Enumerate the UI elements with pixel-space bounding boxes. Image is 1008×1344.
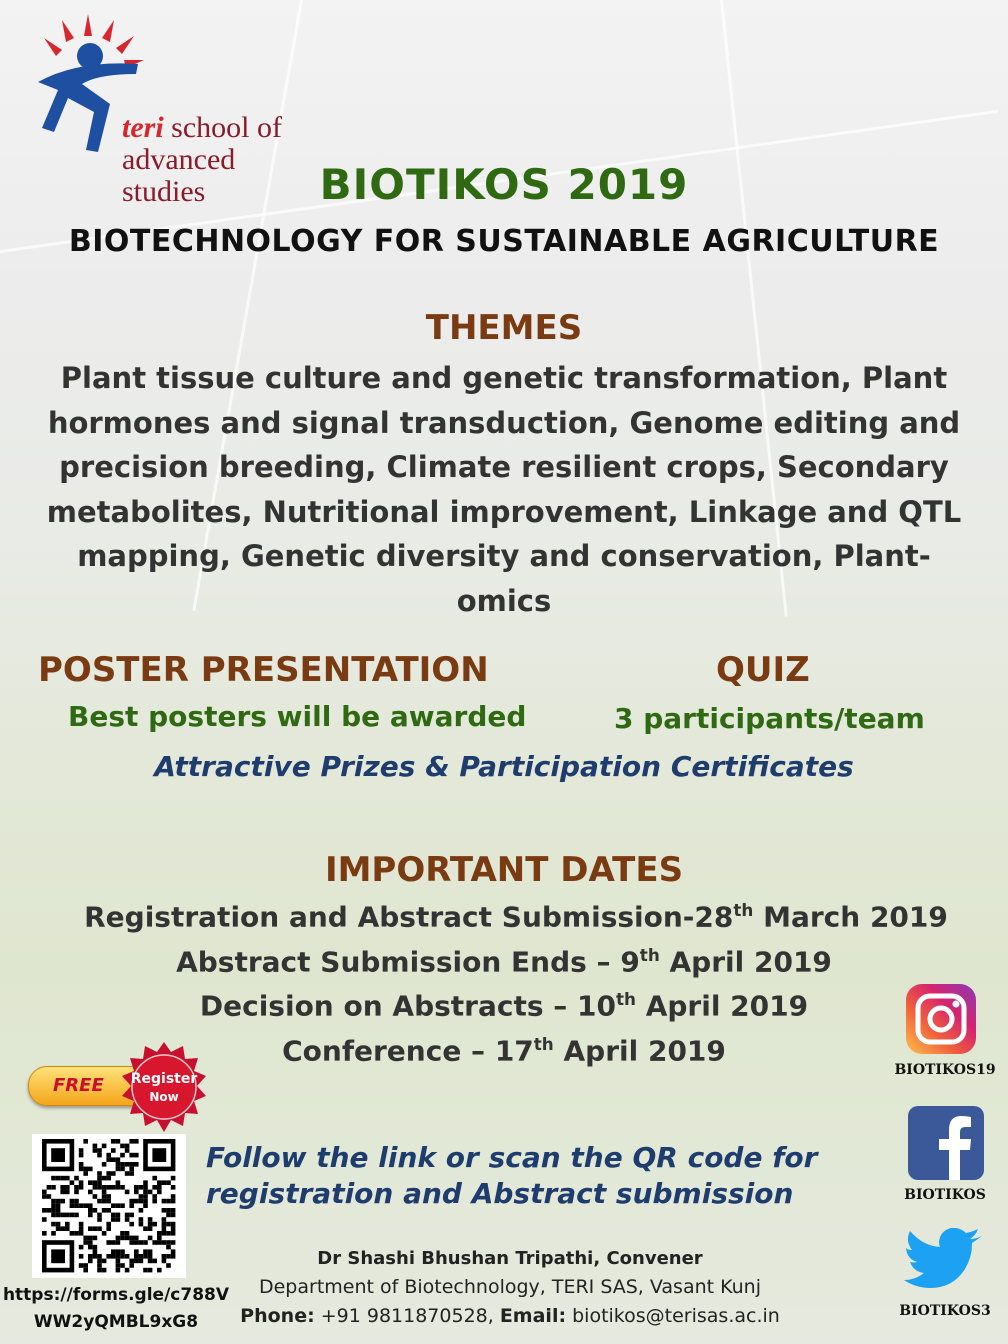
instagram-icon[interactable] [906,984,976,1054]
date-abstract-end: Abstract Submission Ends – 9th April 2019 [176,945,832,979]
instagram-handle[interactable]: BIOTIKOS19 [894,1062,996,1078]
qr-code-icon [32,1134,186,1278]
dates-heading: IMPORTANT DATES [324,850,684,890]
free-label: FREE [28,1066,160,1106]
register-badge[interactable] [28,1040,218,1140]
themes-list: Plant tissue culture and genetic transformation, Plant hormones and signal transduction, Genome editing and precision breeding, Climate resilient crops, Secondary metabolites, Nutritional improvement, Linkage and QTL mapping, Genetic diversity and conservation, Plant-omics [46,361,962,618]
form-url[interactable]: https://forms.gle/c788V WW2yQMBL9xG8 [2,1285,230,1332]
register-text: Register Now [130,1071,198,1104]
date-registration: Registration and Abstract Submission-28th March 2019 [84,900,948,934]
contact-phone-email: Phone: +91 9811870528, Email: biotikos@terisas.ac.in [240,1305,780,1327]
twitter-icon[interactable] [904,1228,984,1294]
contact-department: Department of Biotechnology, TERI SAS, Vasant Kunj [258,1276,761,1298]
contact-convener: Dr Shashi Bhushan Tripathi, Convener [317,1248,703,1269]
quiz-note: 3 participants/team [614,702,925,735]
follow-instructions: Follow the link or scan the QR code for registration and Abstract submission [206,1141,818,1210]
logo-text: teri school of advanced studies [122,111,282,208]
quiz-heading: QUIZ [716,650,810,690]
date-decision: Decision on Abstracts – 10th April 2019 [199,989,809,1023]
facebook-handle[interactable]: BIOTIKOS [904,1187,986,1203]
facebook-icon[interactable] [908,1106,984,1180]
teri-logo [18,12,318,208]
poster-note: Best posters will be awarded [68,700,527,733]
date-conference: Conference – 17th April 2019 [282,1034,726,1068]
event-title: BIOTIKOS 2019 [319,160,689,209]
prizes-text: Attractive Prizes & Participation Certificates [154,750,854,783]
qr-code[interactable] [32,1134,186,1278]
twitter-handle[interactable]: BIOTIKOS3 [899,1303,991,1319]
themes-heading: THEMES [425,308,583,348]
poster-heading: POSTER PRESENTATION [38,650,489,690]
event-subtitle: BIOTECHNOLOGY FOR SUSTAINABLE AGRICULTURE [68,224,940,259]
